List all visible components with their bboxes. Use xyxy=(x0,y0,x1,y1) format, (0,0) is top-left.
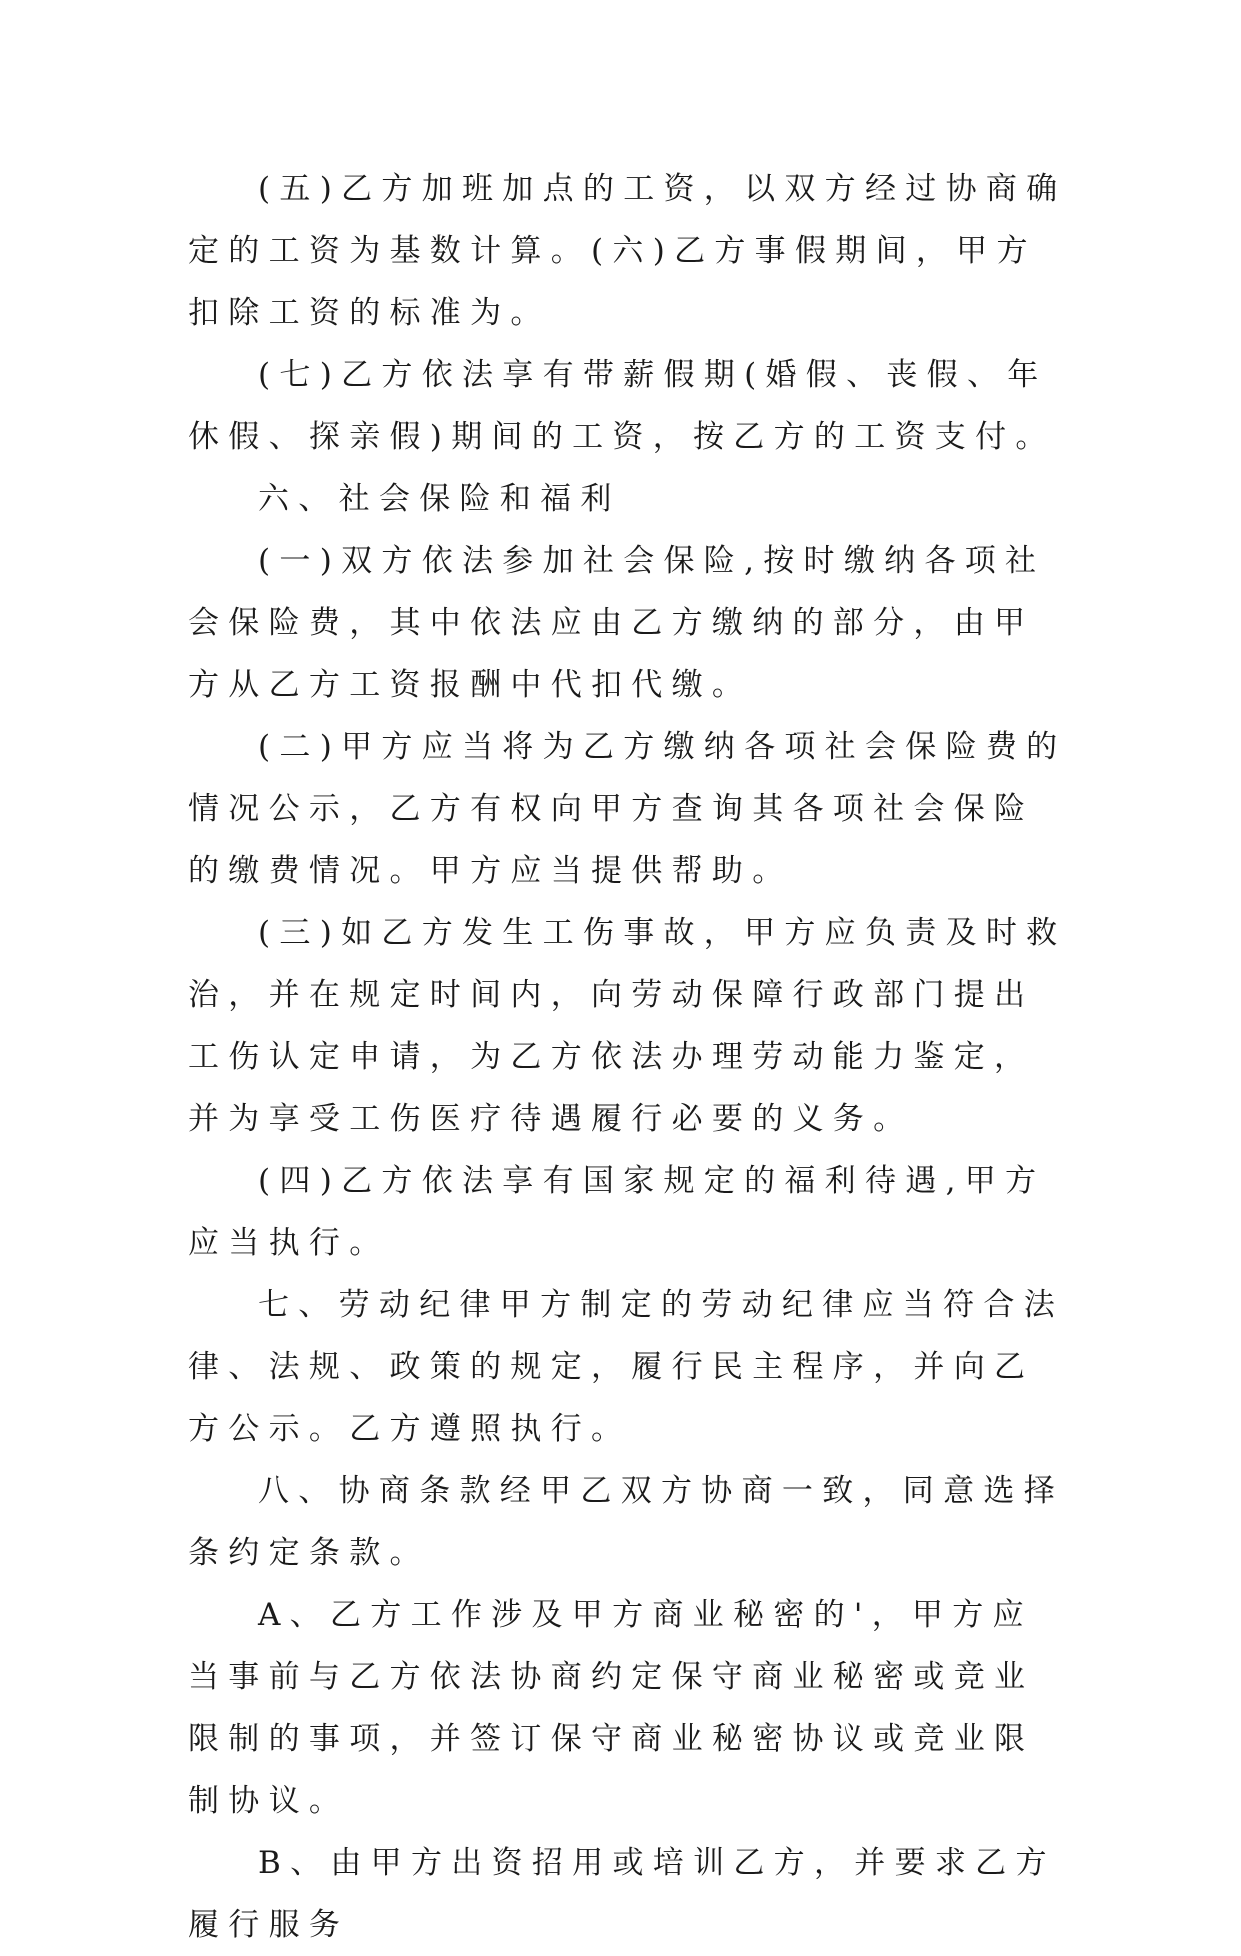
paragraph-insurance-2: (二)甲方应当将为乙方缴纳各项社会保险费的情况公示，乙方有权向甲方查询其各项社会保险的缴费情况。甲方应当提供帮助。 xyxy=(188,729,1067,889)
paragraph-overtime-leave: (五)乙方加班加点的工资，以双方经过协商确定的工资为基数计算。(六)乙方事假期间，甲方扣除工资的标准为。 xyxy=(188,171,1067,331)
document-page xyxy=(188,158,1068,1956)
clause-b-training-service: B、由甲方出资招用或培训乙方，并要求乙方履行服务 xyxy=(188,1845,1056,1943)
section-negotiated-terms: 八、协商条款经甲乙双方协商一致，同意选择条约定条款。 xyxy=(188,1473,1064,1571)
paragraph-paid-leave: (七)乙方依法享有带薪假期(婚假、丧假、年休假、探亲假)期间的工资，按乙方的工资支付。 xyxy=(188,357,1056,455)
paragraph-insurance-4: (四)乙方依法享有国家规定的福利待遇,甲方应当执行。 xyxy=(188,1163,1046,1261)
clause-a-trade-secrets: A、乙方工作涉及甲方商业秘密的'，甲方应当事前与乙方依法协商约定保守商业秘密或竞业限制的事项，并签订保守商业秘密协议或竞业限制协议。 xyxy=(188,1597,1035,1819)
paragraph-insurance-1: (一)双方依法参加社会保险,按时缴纳各项社会保险费，其中依法应由乙方缴纳的部分，由甲方从乙方工资报酬中代扣代缴。 xyxy=(188,543,1046,703)
paragraph-insurance-3: (三)如乙方发生工伤事故，甲方应负责及时救治，并在规定时间内，向劳动保障行政部门提出工伤认定申请，为乙方依法办理劳动能力鉴定，并为享受工伤医疗待遇履行必要的义务。 xyxy=(188,915,1067,1137)
section-labor-discipline: 七、劳动纪律甲方制定的劳动纪律应当符合法律、法规、政策的规定，履行民主程序，并向乙方公示。乙方遵照执行。 xyxy=(188,1287,1064,1447)
section-heading-social-insurance: 六、社会保险和福利 xyxy=(258,481,621,517)
